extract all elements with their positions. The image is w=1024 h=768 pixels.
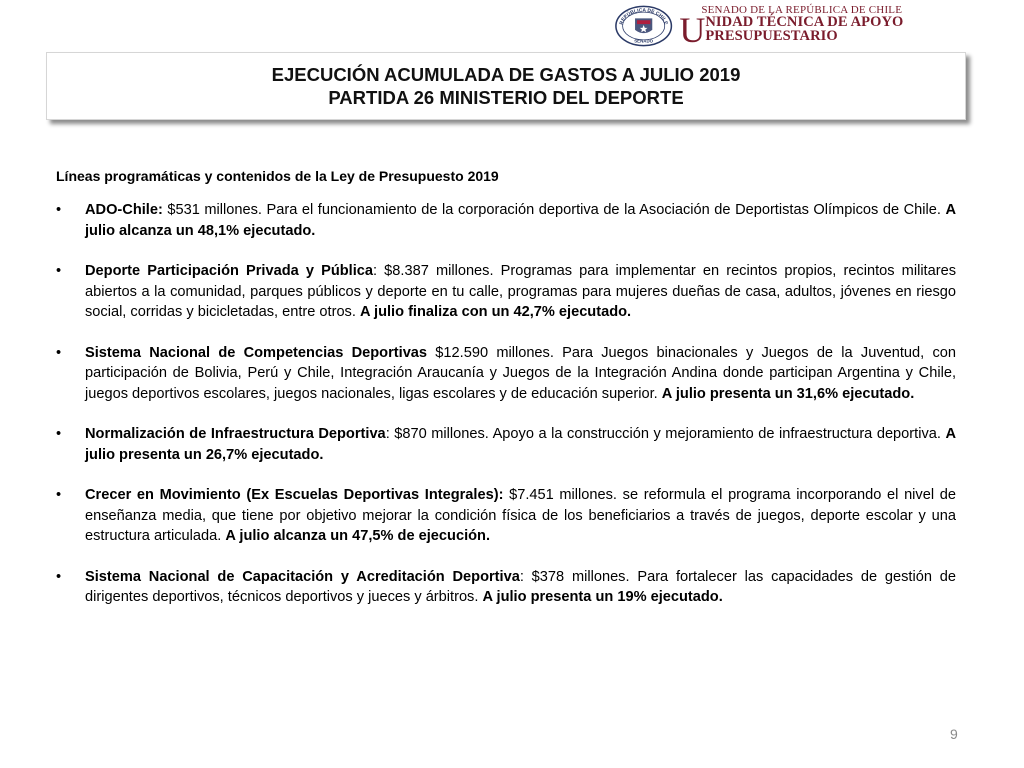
bullet-icon: • xyxy=(56,487,62,503)
seal-text-bottom: SENADO xyxy=(634,38,654,44)
program-name: ADO-Chile: xyxy=(85,202,163,218)
program-list xyxy=(56,200,956,608)
program-description: $12.590 millones. Para Juegos binacionales y Juegos de la Juventud, con participación de Bolivia, Perú y Chile, Integración Araucanía y Juegos de la Integración Andina donde participan Argentina y Chile, juegos deportivos escolares, juegos nacionales, ligas escolares y de educación superior. xyxy=(85,344,956,402)
list-item xyxy=(56,261,956,323)
senate-seal-icon xyxy=(614,4,673,48)
header-logo xyxy=(614,4,1024,51)
title-line-2: PARTIDA 26 MINISTERIO DEL DEPORTE xyxy=(328,87,684,108)
org-name xyxy=(679,4,1024,51)
content xyxy=(56,168,956,628)
org-senate-label: SENADO DE LA REPÚBLICA DE CHILE xyxy=(701,4,903,17)
bullet-icon: • xyxy=(56,202,62,218)
list-item xyxy=(56,343,956,405)
list-item xyxy=(56,200,956,241)
bullet-icon: • xyxy=(56,568,62,585)
title-line-1: EJECUCIÓN ACUMULADA DE GASTOS A JULIO 2019 xyxy=(271,64,741,85)
bullet-icon: • xyxy=(56,344,62,361)
org-unit-rest: NIDAD TÉCNICA DE APOYO PRESUPUESTARIO xyxy=(705,13,904,45)
program-description: $7.451 millones. se reformula el programa incorporando el nivel de enseñanza media, que tiene por objetivo mejorar la condición física de los beneficiarios a través de juegos, deporte escolar y una estructura articulada. xyxy=(85,487,956,544)
program-description: : $378 millones. Para fortalecer las capacidades de gestión de dirigentes deportivos, técnicos deportivos y jueces y árbitros. xyxy=(85,568,956,605)
org-initial: U xyxy=(679,10,706,51)
program-name: Sistema Nacional de Competencias Deportivas xyxy=(85,344,428,361)
section-subtitle: Líneas programáticas y contenidos de la Ley de Presupuesto 2019 xyxy=(56,168,499,184)
title-box xyxy=(46,52,966,120)
bullet-icon: • xyxy=(56,263,62,279)
execution-status: A julio presenta un 31,6% ejecutado. xyxy=(661,385,915,402)
bullet-icon: • xyxy=(56,426,62,442)
page-number: 9 xyxy=(950,726,958,742)
program-description: : $8.387 millones. Programas para implementar en recintos propios, recintos militares abiertos a la comunidad, parques públicos y deporte en tu calle, programas para mujeres dueñas de casa, adultos, jóvenes en riesgo social, corridas y bicicletadas, entre otros. xyxy=(85,263,957,320)
seal-text-top: REPÚBLICA DE CHILE xyxy=(619,8,668,26)
program-name: Deporte Participación Privada y Pública xyxy=(85,263,374,279)
execution-status: A julio finaliza con un 42,7% ejecutado. xyxy=(359,304,632,320)
execution-status: A julio presenta un 19% ejecutado. xyxy=(482,589,723,605)
program-name: Normalización de Infraestructura Deportiva xyxy=(85,426,386,442)
list-item xyxy=(56,567,956,608)
list-item xyxy=(56,485,956,547)
program-name: Sistema Nacional de Capacitación y Acreditación Deportiva xyxy=(85,568,520,585)
execution-status: A julio presenta un 26,7% ejecutado. xyxy=(85,426,956,463)
list-item xyxy=(56,424,956,465)
program-name: Crecer en Movimiento (Ex Escuelas Deportivas Integrales): xyxy=(85,487,504,503)
program-description: : $870 millones. Apoyo a la construcción y mejoramiento de infraestructura deportiva. xyxy=(385,426,946,442)
execution-status: A julio alcanza un 48,1% ejecutado. xyxy=(85,202,956,239)
execution-status: A julio alcanza un 47,5% de ejecución. xyxy=(225,528,491,544)
program-description: $531 millones. Para el funcionamiento de la corporación deportiva de la Asociación de Deportistas Olímpicos de Chile. xyxy=(162,202,946,218)
